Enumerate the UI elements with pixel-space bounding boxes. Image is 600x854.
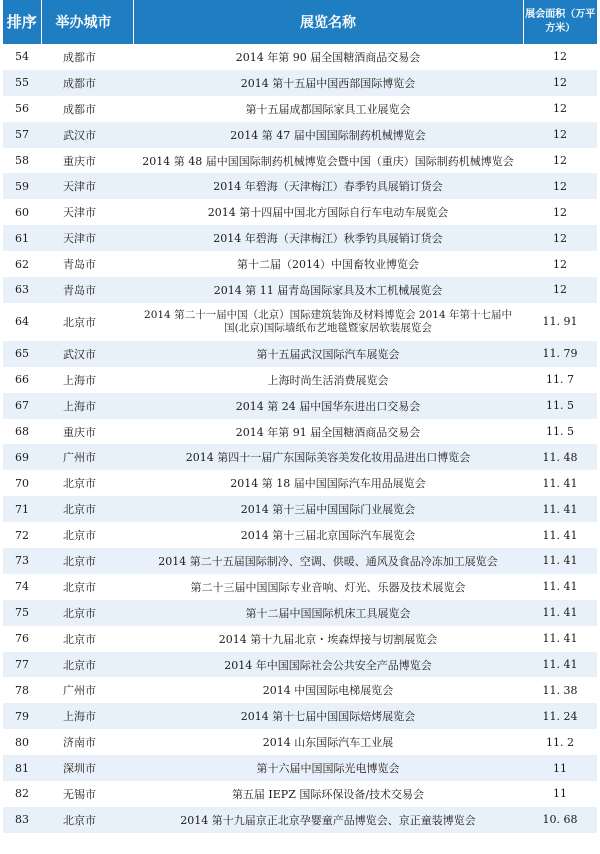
table-row bbox=[3, 96, 597, 122]
name-cell: 2014 年第 90 届全国糖酒商品交易会 bbox=[235, 50, 421, 64]
rank-cell: 58 bbox=[15, 154, 29, 167]
rank-cell: 54 bbox=[15, 50, 29, 64]
name-cell: 2014 第 18 届中国国际汽车用品展览会 bbox=[230, 477, 426, 491]
rank-cell: 71 bbox=[3, 496, 41, 522]
city-cell: 天津市 bbox=[63, 206, 96, 220]
rank-cell: 72 bbox=[15, 528, 29, 542]
rank-cell: 56 bbox=[15, 102, 29, 116]
city-cell: 成都市 bbox=[63, 50, 96, 64]
header-area: 展会面积（万平方米） bbox=[523, 0, 597, 44]
area-cell: 12 bbox=[553, 257, 567, 271]
city-cell: 成都市 bbox=[41, 70, 133, 96]
area-cell: 11. 38 bbox=[542, 683, 578, 697]
area-cell: 12 bbox=[523, 277, 597, 303]
table-row bbox=[3, 626, 597, 652]
rank-cell: 73 bbox=[3, 548, 41, 574]
table-row bbox=[3, 122, 597, 148]
table-row bbox=[3, 600, 597, 626]
name-cell: 2014 第十三届北京国际汽车展览会 bbox=[240, 529, 416, 543]
table-row bbox=[3, 652, 597, 678]
header-name: 展览名称 bbox=[133, 0, 523, 44]
city-cell: 北京市 bbox=[63, 632, 96, 646]
area-cell: 12 bbox=[553, 102, 567, 116]
city-cell: 上海市 bbox=[63, 373, 96, 387]
name-cell: 2014 年第 91 届全国糖酒商品交易会 bbox=[235, 425, 421, 439]
area-cell: 11. 7 bbox=[546, 373, 574, 387]
area-cell: 12 bbox=[523, 173, 597, 199]
name-cell: 2014 第 24 届中国华东进出口交易会 bbox=[133, 393, 523, 419]
city-cell: 上海市 bbox=[41, 703, 133, 729]
header-city: 举办城市 bbox=[41, 0, 133, 44]
rank-cell: 60 bbox=[15, 205, 29, 219]
city-cell: 青岛市 bbox=[63, 258, 96, 272]
city-cell: 北京市 bbox=[41, 600, 133, 626]
city-cell: 重庆市 bbox=[63, 154, 96, 168]
name-cell: 2014 第二十一届中国（北京）国际建筑装饰及材料博览会 2014 年第十七届中国(北京)国际墙纸布艺地毯暨家居软装展览会 bbox=[144, 308, 512, 334]
rank-cell: 83 bbox=[3, 807, 41, 833]
table-row bbox=[3, 703, 597, 729]
table-row bbox=[3, 470, 597, 496]
city-cell: 北京市 bbox=[41, 496, 133, 522]
city-cell: 天津市 bbox=[41, 225, 133, 251]
rank-cell: 66 bbox=[15, 373, 29, 387]
name-cell: 2014 第十九届北京・埃森焊接与切割展览会 bbox=[218, 632, 438, 646]
area-cell: 12 bbox=[553, 205, 567, 219]
rank-cell: 70 bbox=[15, 476, 29, 490]
area-cell: 11. 41 bbox=[542, 476, 578, 490]
rank-cell: 76 bbox=[15, 632, 29, 646]
city-cell: 北京市 bbox=[41, 807, 133, 833]
table-row bbox=[3, 341, 597, 367]
rank-cell: 69 bbox=[3, 444, 41, 470]
city-cell: 武汉市 bbox=[41, 122, 133, 148]
city-cell: 上海市 bbox=[41, 393, 133, 419]
table-row bbox=[3, 173, 597, 199]
name-cell: 2014 第 47 届中国国际制药机械博览会 bbox=[133, 122, 523, 148]
city-cell: 北京市 bbox=[63, 580, 96, 594]
rank-cell: 80 bbox=[15, 735, 29, 749]
table-row bbox=[3, 199, 597, 225]
name-cell: 第五届 IEPZ 国际环保设备/技术交易会 bbox=[231, 787, 425, 801]
city-cell: 无锡市 bbox=[63, 787, 96, 801]
area-cell: 10. 68 bbox=[523, 807, 597, 833]
city-cell: 济南市 bbox=[63, 736, 96, 750]
rank-cell: 67 bbox=[3, 393, 41, 419]
table-row bbox=[3, 496, 597, 522]
rank-cell: 59 bbox=[3, 173, 41, 199]
city-cell: 北京市 bbox=[63, 315, 96, 329]
city-cell: 北京市 bbox=[63, 477, 96, 491]
name-cell: 第十五届武汉国际汽车展览会 bbox=[133, 341, 523, 367]
area-cell: 12 bbox=[523, 70, 597, 96]
area-cell: 11. 5 bbox=[546, 425, 574, 439]
name-cell: 2014 第十五届中国西部国际博览会 bbox=[133, 70, 523, 96]
area-cell: 11. 79 bbox=[523, 341, 597, 367]
rank-cell: 75 bbox=[3, 600, 41, 626]
name-cell: 2014 第 48 届中国国际制药机械博览会暨中国（重庆）国际制药机械博览会 bbox=[142, 154, 514, 168]
area-cell: 11. 41 bbox=[542, 580, 578, 594]
area-cell: 11 bbox=[553, 787, 567, 801]
table-row bbox=[3, 367, 597, 393]
name-cell: 第十二届（2014）中国畜牧业博览会 bbox=[237, 258, 419, 272]
table-row bbox=[3, 574, 597, 600]
city-cell: 重庆市 bbox=[63, 425, 96, 439]
name-cell: 2014 第十九届京正北京孕婴童产品博览会、京正童装博览会 bbox=[133, 807, 523, 833]
table-row bbox=[3, 755, 597, 781]
city-cell: 北京市 bbox=[41, 652, 133, 678]
name-cell: 第十六届中国国际光电博览会 bbox=[133, 755, 523, 781]
name-cell: 2014 第四十一届广东国际美容美发化妆用品进出口博览会 bbox=[133, 444, 523, 470]
name-cell: 第二十三届中国国际专业音响、灯光、乐器及技术展览会 bbox=[190, 580, 466, 594]
rank-cell: 68 bbox=[15, 425, 29, 439]
area-cell: 11. 5 bbox=[523, 393, 597, 419]
name-cell: 2014 山东国际汽车工业展 bbox=[262, 736, 394, 750]
area-cell: 11. 41 bbox=[523, 652, 597, 678]
area-cell: 11. 41 bbox=[542, 528, 578, 542]
area-cell: 11. 41 bbox=[523, 548, 597, 574]
table-row bbox=[3, 781, 597, 807]
area-cell: 11. 41 bbox=[523, 600, 597, 626]
area-cell: 11. 2 bbox=[546, 735, 574, 749]
rank-cell: 81 bbox=[3, 755, 41, 781]
rank-cell: 64 bbox=[15, 315, 29, 329]
table-row bbox=[3, 419, 597, 445]
name-cell: 2014 年碧海（天津梅江）秋季钓具展销订货会 bbox=[133, 225, 523, 251]
name-cell: 第十二届中国国际机床工具展览会 bbox=[133, 600, 523, 626]
city-cell: 天津市 bbox=[41, 173, 133, 199]
table-row bbox=[3, 393, 597, 419]
table-row bbox=[3, 677, 597, 703]
table-row bbox=[3, 729, 597, 755]
rank-cell: 74 bbox=[15, 580, 29, 594]
table-row bbox=[3, 303, 597, 341]
rank-cell: 55 bbox=[3, 70, 41, 96]
table-row bbox=[3, 225, 597, 251]
name-cell: 2014 年中国国际社会公共安全产品博览会 bbox=[133, 652, 523, 678]
header-rank: 排序 bbox=[3, 0, 41, 44]
table-body bbox=[3, 44, 597, 833]
area-cell: 12 bbox=[553, 154, 567, 167]
city-cell: 成都市 bbox=[63, 102, 96, 116]
name-cell: 2014 第 11 届青岛国际家具及木工机械展览会 bbox=[133, 277, 523, 303]
area-cell: 11 bbox=[523, 755, 597, 781]
table-row bbox=[3, 522, 597, 548]
area-cell: 11. 91 bbox=[542, 315, 578, 329]
name-cell: 2014 第十七届中国国际焙烤展览会 bbox=[133, 703, 523, 729]
name-cell: 2014 年碧海（天津梅江）春季钓具展销订货会 bbox=[133, 173, 523, 199]
city-cell: 武汉市 bbox=[41, 341, 133, 367]
name-cell: 上海时尚生活消费展览会 bbox=[267, 373, 389, 387]
area-cell: 11. 48 bbox=[523, 444, 597, 470]
table-row bbox=[3, 251, 597, 277]
rank-cell: 65 bbox=[3, 341, 41, 367]
area-cell: 11. 24 bbox=[523, 703, 597, 729]
rank-cell: 78 bbox=[15, 683, 29, 697]
rank-cell: 61 bbox=[3, 225, 41, 251]
table-row bbox=[3, 44, 597, 70]
rank-cell: 63 bbox=[3, 277, 41, 303]
table-row bbox=[3, 807, 597, 833]
table-row bbox=[3, 444, 597, 470]
table-row bbox=[3, 70, 597, 96]
rank-cell: 79 bbox=[3, 703, 41, 729]
rank-cell: 57 bbox=[3, 122, 41, 148]
name-cell: 2014 中国国际电梯展览会 bbox=[262, 684, 394, 698]
city-cell: 广州市 bbox=[63, 684, 96, 698]
city-cell: 北京市 bbox=[41, 548, 133, 574]
name-cell: 2014 第二十五届国际制冷、空调、供暖、通风及食品冷冻加工展览会 bbox=[133, 548, 523, 574]
area-cell: 11. 41 bbox=[523, 496, 597, 522]
rank-cell: 77 bbox=[3, 652, 41, 678]
rank-cell: 82 bbox=[15, 787, 29, 801]
name-cell: 2014 第十三届中国国际门业展览会 bbox=[133, 496, 523, 522]
name-cell: 2014 第十四届中国北方国际自行车电动车展览会 bbox=[207, 206, 449, 220]
area-cell: 12 bbox=[553, 50, 567, 64]
rank-cell: 62 bbox=[15, 257, 29, 271]
city-cell: 青岛市 bbox=[41, 277, 133, 303]
city-cell: 北京市 bbox=[63, 529, 96, 543]
city-cell: 深圳市 bbox=[41, 755, 133, 781]
area-cell: 12 bbox=[523, 225, 597, 251]
table-row bbox=[3, 548, 597, 574]
table-row bbox=[3, 277, 597, 303]
name-cell: 第十五届成都国际家具工业展览会 bbox=[245, 102, 411, 116]
table-header bbox=[3, 0, 597, 44]
city-cell: 广州市 bbox=[41, 444, 133, 470]
area-cell: 12 bbox=[523, 122, 597, 148]
table-row bbox=[3, 148, 597, 174]
exhibition-ranking-table bbox=[3, 0, 597, 833]
area-cell: 11. 41 bbox=[542, 632, 578, 646]
